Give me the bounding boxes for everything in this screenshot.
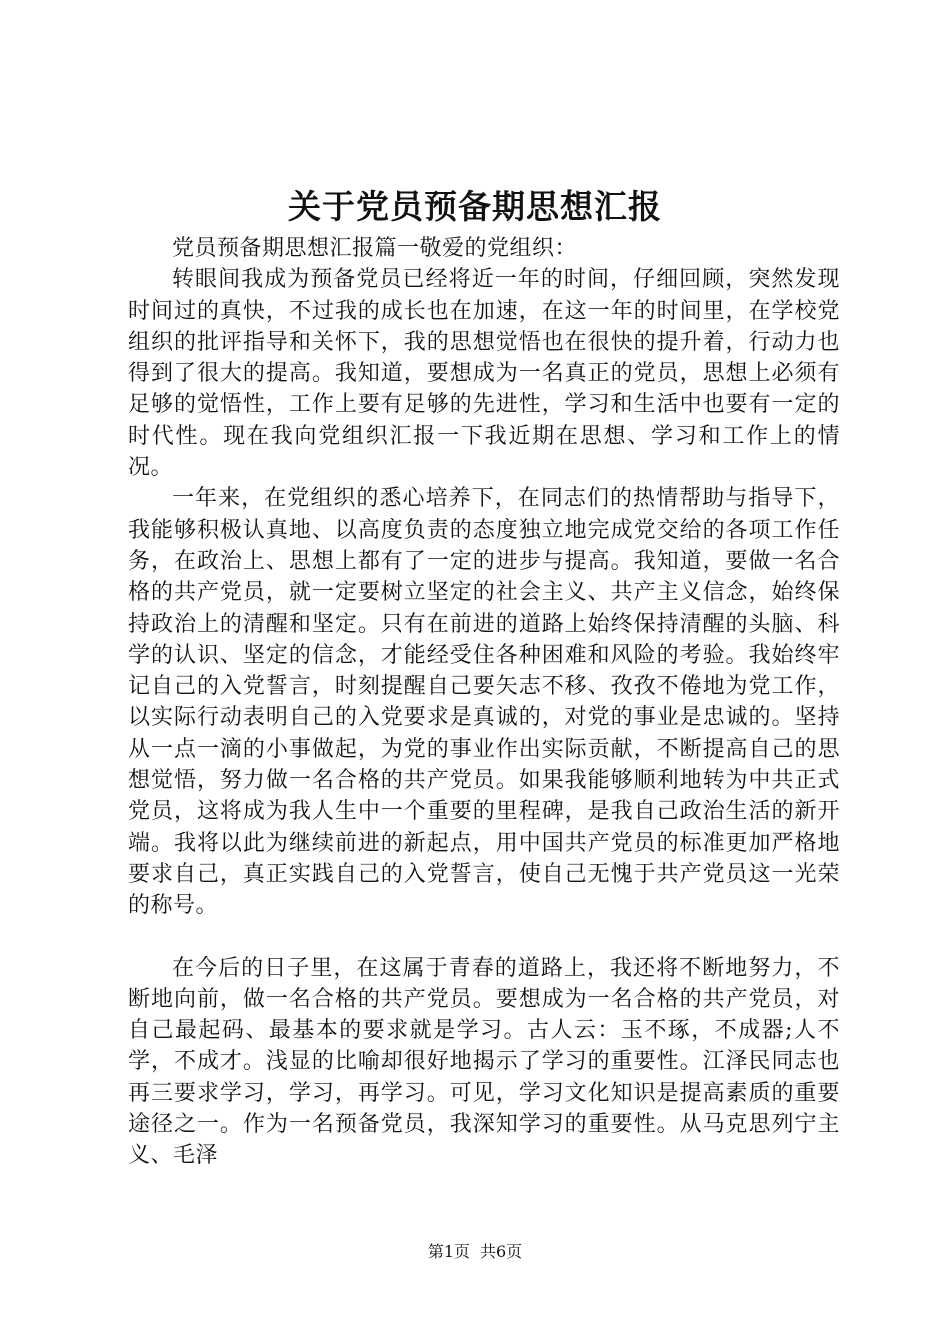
document-body	[128, 233, 840, 1172]
paragraph-future-study: 在今后的日子里，在这属于青春的道路上，我还将不断地努力，不断地向前，做一名合格的共产党员。要想成为一名合格的共产党员，对自己最起码、最基本的要求就是学习。古人云：玉不琢，不成器;人不学，不成才。浅显的比喻却很好地揭示了学习的重要性。江泽民同志也再三要求学习，学习，再学习。可见，学习文化知识是提高素质的重要途径之一。作为一名预备党员，我深知学习的重要性。从马克思列宁主义、毛泽	[128, 955, 840, 1169]
document-title: 关于党员预备期思想汇报	[288, 187, 662, 226]
paragraph-progress: 一年来，在党组织的悉心培养下，在同志们的热情帮助与指导下，我能够积极认真地、以高度负责的态度独立地完成党交给的各项工作任务，在政治上、思想上都有了一定的进步与提高。我知道，要做一名合格的共产党员，就一定要树立坚定的社会主义、共产主义信念，始终保持政治上的清醒和坚定。只有在前进的道路上始终保持清醒的头脑、科学的认识、坚定的信念，才能经受住各种困难和风险的考验。我始终牢记自己的入党誓言，时刻提醒自己要矢志不移、孜孜不倦地为党工作，以实际行动表明自己的入党要求是真诚的，对党的事业是忠诚的。坚持从一点一滴的小事做起，为党的事业作出实际贡献，不断提高自己的思想觉悟，努力做一名合格的共产党员。如果我能够顺利地转为中共正式党员，这将成为我人生中一个重要的里程碑，是我自己政治生活的新开端。我将以此为继续前进的新起点，用中国共产党员的标准更加严格地要求自己，真正实践自己的入党誓言，使自己无愧于共产党员这一光荣的称号。	[128, 486, 840, 919]
paragraph-reflection: 转眼间我成为预备党员已经将近一年的时间，仔细回顾，突然发现时间过的真快，不过我的成长也在加速，在这一年的时间里，在学校党组织的批评指导和关怀下，我的思想觉悟也在很快的提升着，行动力也得到了很大的提高。我知道，要想成为一名真正的党员，思想上必须有足够的觉悟性，工作上要有足够的先进性，学习和生活中也要有一定的时代性。现在我向党组织汇报一下我近期在思想、学习和工作上的情况。	[128, 267, 840, 481]
page-total: 共6页	[480, 1242, 523, 1261]
paragraph-salutation: 党员预备期思想汇报篇一敬爱的党组织：	[172, 236, 578, 261]
page-number: 第1页	[427, 1242, 470, 1261]
page-footer	[0, 1240, 950, 1264]
